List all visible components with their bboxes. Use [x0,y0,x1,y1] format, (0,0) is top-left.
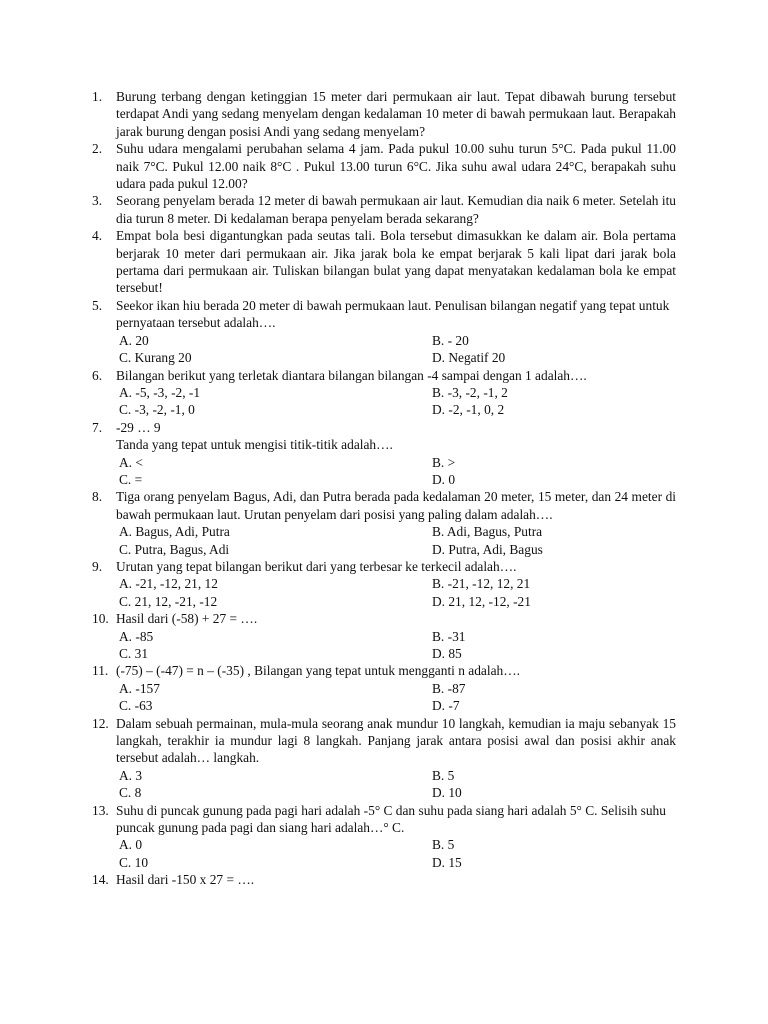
answer-option: C. Putra, Bagus, Adi [119,541,230,557]
question-item [92,802,676,872]
answer-option: B. -31 [432,628,466,644]
answer-option: A. 0 [119,837,143,853]
question-item [92,367,676,419]
question-number: 1. [92,89,103,104]
answer-option: B. -87 [432,680,466,696]
answer-options [119,575,676,610]
question-body [116,871,676,888]
answer-option: B. -21, -12, 12, 21 [432,576,531,592]
question-item [92,88,676,140]
answer-options [119,836,676,871]
question-number: 3. [92,193,103,209]
question-number: 7. [92,419,103,435]
answer-option: D. -2, -1, 0, 2 [432,402,505,418]
answer-option: A. -85 [119,628,154,644]
answer-option: C. Kurang 20 [119,350,192,366]
question-body [116,192,676,227]
answer-option: D. 15 [432,854,462,870]
answer-options [119,628,676,663]
question-sheet [92,88,676,889]
question-body [116,367,676,419]
question-number: 5. [92,297,103,313]
answer-option: C. 8 [119,785,142,801]
question-body [116,610,676,662]
question-text: Hasil dari -150 x 27 = …. [116,872,255,888]
answer-option: B. Adi, Bagus, Putra [432,524,543,540]
answer-option: D. 10 [432,785,462,801]
question-number: 12. [92,715,109,731]
question-text: Tiga orang penyelam Bagus, Adi, dan Putra berada pada kedalaman 20 meter, 15 meter, dan 24 meter di bawah permukaan laut. Urutan penyelam dari posisi yang paling dalam adalah…. [116,489,676,522]
question-number: 4. [92,228,103,244]
question-text: Burung terbang dengan ketinggian 15 meter dari permukaan air laut. Tepat dibawah burung tersebut terdapat Andi yang sedang menyelam dengan kedalaman 10 meter di bawah permukaan laut. Berapakah jarak burung dengan posisi Andi yang sedang menyelam? [116,89,676,139]
answer-option: C. -63 [119,698,153,714]
question-text: Dalam sebuah permainan, mula-mula seorang anak mundur 10 langkah, kemudian ia maju sebanyak 15 langkah, terakhir ia mundur lagi 8 langkah. Panjang jarak antara posisi awal dan posisi akhir anak tersebut adalah… langkah. [116,715,676,766]
answer-option: C. = [119,471,143,487]
answer-option: A. < [119,454,143,470]
question-item [92,610,676,662]
question-body [116,488,676,558]
question-number: 14. [92,872,109,888]
question-body [116,558,676,610]
answer-options [119,332,676,367]
answer-option: B. -3, -2, -1, 2 [432,384,508,400]
question-body [116,419,676,489]
answer-option: B. 5 [432,767,455,783]
question-item [92,662,676,714]
answer-option: C. 21, 12, -21, -12 [119,593,218,609]
answer-option: A. -21, -12, 21, 12 [119,576,218,592]
answer-option: D. 0 [432,471,456,487]
answer-option: A. -5, -3, -2, -1 [119,384,201,400]
question-body [116,227,676,297]
answer-options [119,384,676,419]
answer-option: B. - 20 [432,332,469,348]
answer-options [119,523,676,558]
question-text: Seekor ikan hiu berada 20 meter di bawah permukaan laut. Penulisan bilangan negatif yang tepat untuk pernyataan tersebut adalah…. [116,297,670,331]
question-body [116,140,676,192]
answer-option: C. 10 [119,854,149,870]
answer-option: A. Bagus, Adi, Putra [119,524,230,540]
question-number: 6. [92,367,103,383]
answer-options [119,680,676,715]
question-number: 9. [92,558,103,574]
question-instruction: Tanda yang tepat untuk mengisi titik-titik adalah…. [116,437,393,453]
question-number: 10. [92,611,109,627]
answer-option: C. -3, -2, -1, 0 [119,402,195,418]
answer-options [119,767,676,802]
question-number: 8. [92,489,103,505]
question-text: Suhu udara mengalami perubahan selama 4 jam. Pada pukul 10.00 suhu turun 5°C. Pada pukul 11.00 naik 7°C. Pukul 12.00 naik 8°C . Pukul 13.00 turun 6°C. Jika suhu awal udara 24°C, berapakah suhu udara pada pukul 12.00? [116,141,676,192]
question-number: 11. [92,663,109,679]
question-item [92,297,676,367]
question-body [116,802,676,872]
question-item [92,558,676,610]
question-text: Suhu di puncak gunung pada pagi hari adalah -5° C dan suhu pada siang hari adalah 5° C. Selisih suhu puncak gunung pada pagi dan siang hari adalah…° C. [116,802,666,836]
answer-option: D. Putra, Adi, Bagus [432,541,543,557]
question-body [116,662,676,714]
answer-option: D. Negatif 20 [432,350,506,366]
question-item [92,192,676,227]
question-text: Bilangan berikut yang terletak diantara bilangan bilangan -4 sampai dengan 1 adalah…. [116,367,587,383]
question-number: 13. [92,802,109,818]
question-text: Empat bola besi digantungkan pada seutas tali. Bola tersebut dimasukkan ke dalam air. Bola pertama berjarak 10 meter dari permukaan air. Jika jarak bola ke empat berjarak 5 kali lipat dari jarak bola pertama dari permukaan air. Tuliskan bilangan bulat yang dapat menyatakan kedalaman bola ke empat tersebut! [116,228,676,296]
question-item [92,140,676,192]
question-body [116,297,676,367]
answer-option: A. 3 [119,767,143,783]
answer-option: B. 5 [432,837,455,853]
answer-option: B. > [432,454,456,470]
question-item [92,419,676,489]
question-text: -29 … 9 [116,419,161,435]
question-number: 2. [92,141,103,157]
answer-option: D. 21, 12, -12, -21 [432,593,531,609]
question-item [92,715,676,802]
answer-option: C. 31 [119,646,149,661]
question-item [92,227,676,297]
answer-option: A. 20 [119,332,149,348]
question-item [92,488,676,558]
answer-options [119,454,676,489]
question-text: Seorang penyelam berada 12 meter di bawah permukaan air laut. Kemudian dia naik 6 meter. Setelah itu dia turun 8 meter. Di kedalaman berapa penyelam berada sekarang? [116,193,676,226]
answer-option: D. 85 [432,646,462,661]
question-body [116,715,676,802]
answer-option: A. -157 [119,680,160,696]
question-item [92,871,676,888]
question-text: Urutan yang tepat bilangan berikut dari yang terbesar ke terkecil adalah…. [116,558,517,574]
answer-option: D. -7 [432,698,460,714]
question-body [116,88,676,140]
question-text: Hasil dari (-58) + 27 = …. [116,611,258,627]
question-text: (-75) – (-47) = n – (-35) , Bilangan yang tepat untuk mengganti n adalah…. [116,663,520,679]
